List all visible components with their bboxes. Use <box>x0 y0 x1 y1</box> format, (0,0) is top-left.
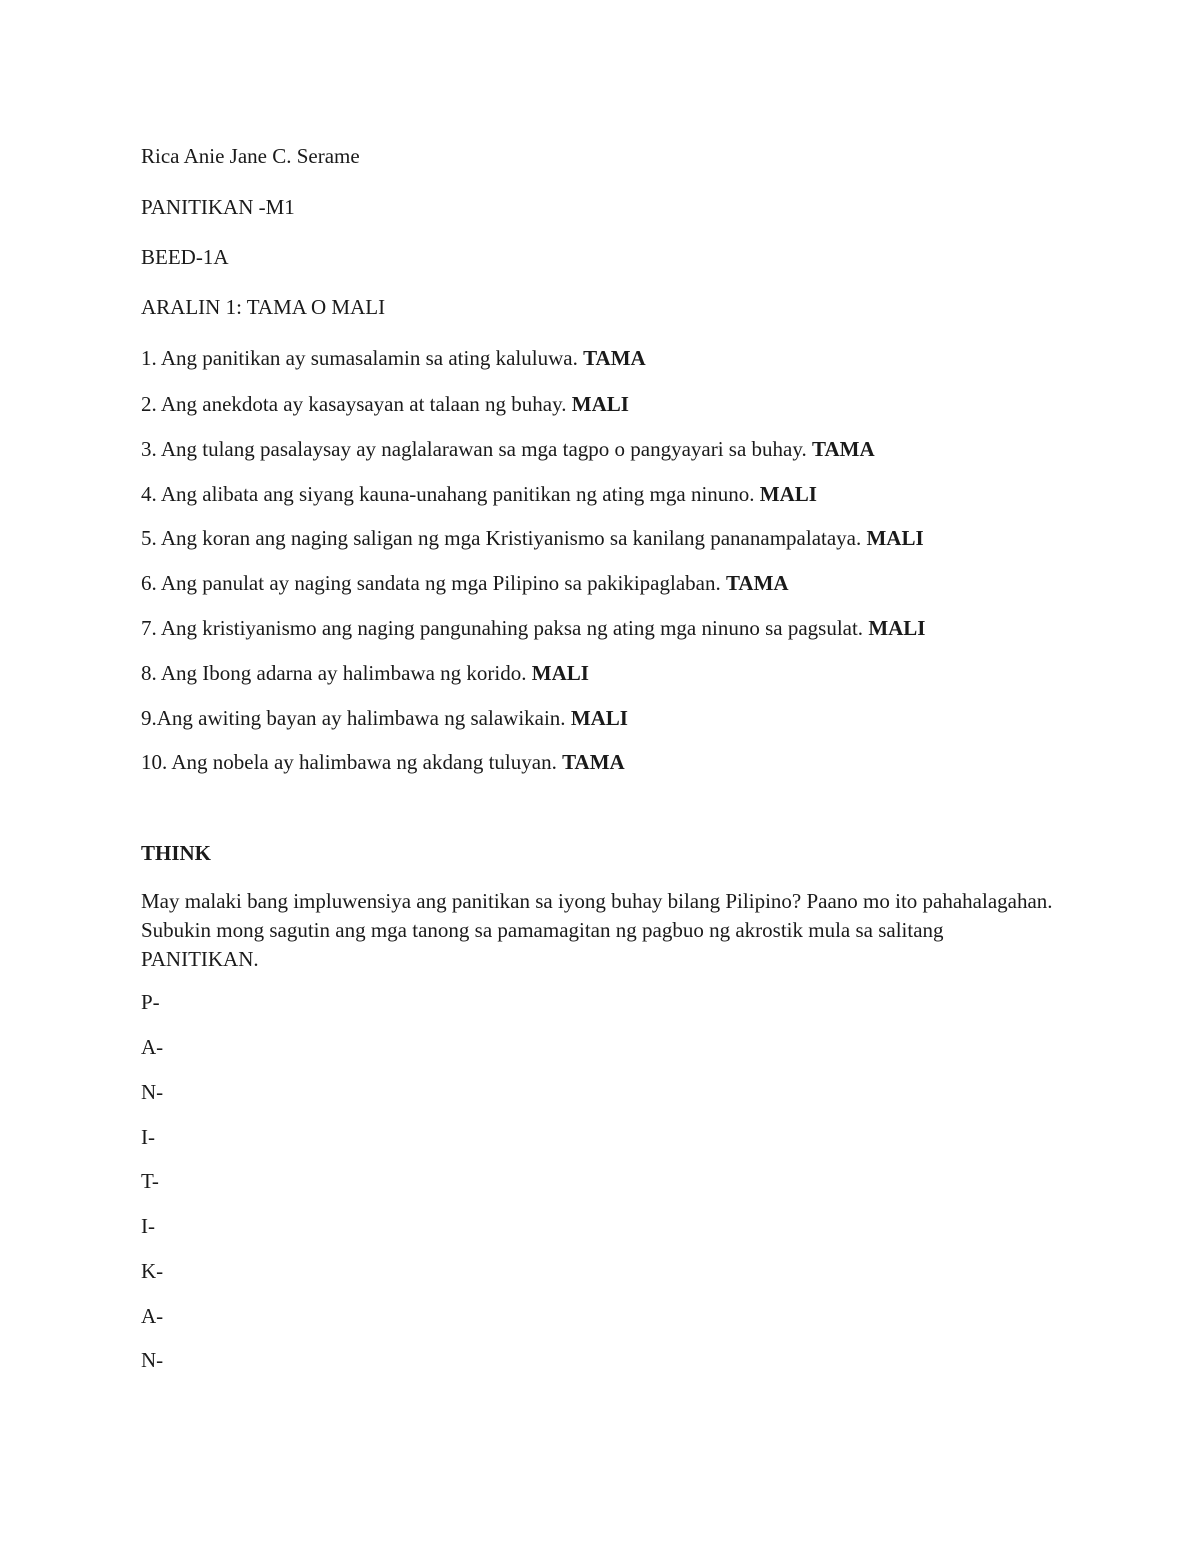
item-text: 6. Ang panulat ay naging sandata ng mga Pilipino sa pakikipaglaban. <box>141 571 726 595</box>
acrostic-line: T- <box>141 1169 159 1193</box>
quiz-item <box>141 394 629 415</box>
think-heading: THINK <box>141 841 212 865</box>
quiz-item <box>141 439 875 460</box>
quiz-item <box>141 708 628 729</box>
student-name: Rica Anie Jane C. Serame <box>141 144 360 168</box>
acrostic-line: N- <box>141 1080 164 1104</box>
item-text: 3. Ang tulang pasalaysay ay naglalarawan sa mga tagpo o pangyayari sa buhay. <box>141 437 813 461</box>
item-answer: TAMA <box>725 571 789 595</box>
acrostic-line: I- <box>141 1214 155 1238</box>
item-text: 4. Ang alibata ang siyang kauna-unahang panitikan ng ating mga ninuno. <box>141 482 760 506</box>
acrostic-line: P- <box>141 990 160 1014</box>
quiz-item <box>141 752 625 773</box>
section: BEED-1A <box>141 245 229 269</box>
quiz-item <box>141 528 924 549</box>
subject-code: PANITIKAN -M1 <box>141 195 295 219</box>
item-answer: TAMA <box>562 750 625 774</box>
item-answer: MALI <box>759 482 817 506</box>
acrostic-line: I- <box>141 1125 155 1149</box>
item-text: 5. Ang koran ang naging saligan ng mga Kristiyanismo sa kanilang pananampalataya. <box>141 526 867 550</box>
item-answer: MALI <box>571 392 629 416</box>
acrostic-line: K- <box>141 1259 164 1283</box>
item-answer: TAMA <box>583 346 646 370</box>
quiz-item <box>141 618 925 639</box>
quiz-item <box>141 484 817 505</box>
acrostic-line: N- <box>141 1348 164 1372</box>
lesson-title: ARALIN 1: TAMA O MALI <box>141 295 386 319</box>
item-text: 2. Ang anekdota ay kasaysayan at talaan ng buhay. <box>141 392 572 416</box>
item-answer: MALI <box>570 706 628 730</box>
item-answer: MALI <box>866 526 924 550</box>
item-text: 7. Ang kristiyanismo ang naging pangunahing paksa ng ating mga ninuno sa pagsulat. <box>141 616 869 640</box>
item-answer: MALI <box>531 661 589 685</box>
item-text: 8. Ang Ibong adarna ay halimbawa ng korido. <box>141 661 532 685</box>
quiz-item <box>141 348 646 369</box>
item-answer: MALI <box>868 616 926 640</box>
quiz-item <box>141 663 589 684</box>
item-text: 9.Ang awiting bayan ay halimbawa ng salawikain. <box>141 706 571 730</box>
quiz-item <box>141 573 789 594</box>
acrostic-line: A- <box>141 1304 164 1328</box>
acrostic-line: A- <box>141 1035 164 1059</box>
item-text: 10. Ang nobela ay halimbawa ng akdang tuluyan. <box>141 750 563 774</box>
think-paragraph: May malaki bang impluwensiya ang panitikan sa iyong buhay bilang Pilipino? Paano mo ito pahahalagahan. Subukin mong sagutin ang mga tanong sa pamamagitan ng pagbuo ng akrostik mula sa salitang PANITIKAN. <box>141 889 1053 971</box>
item-text: 1. Ang panitikan ay sumasalamin sa ating kaluluwa. <box>141 346 584 370</box>
item-answer: TAMA <box>812 437 875 461</box>
